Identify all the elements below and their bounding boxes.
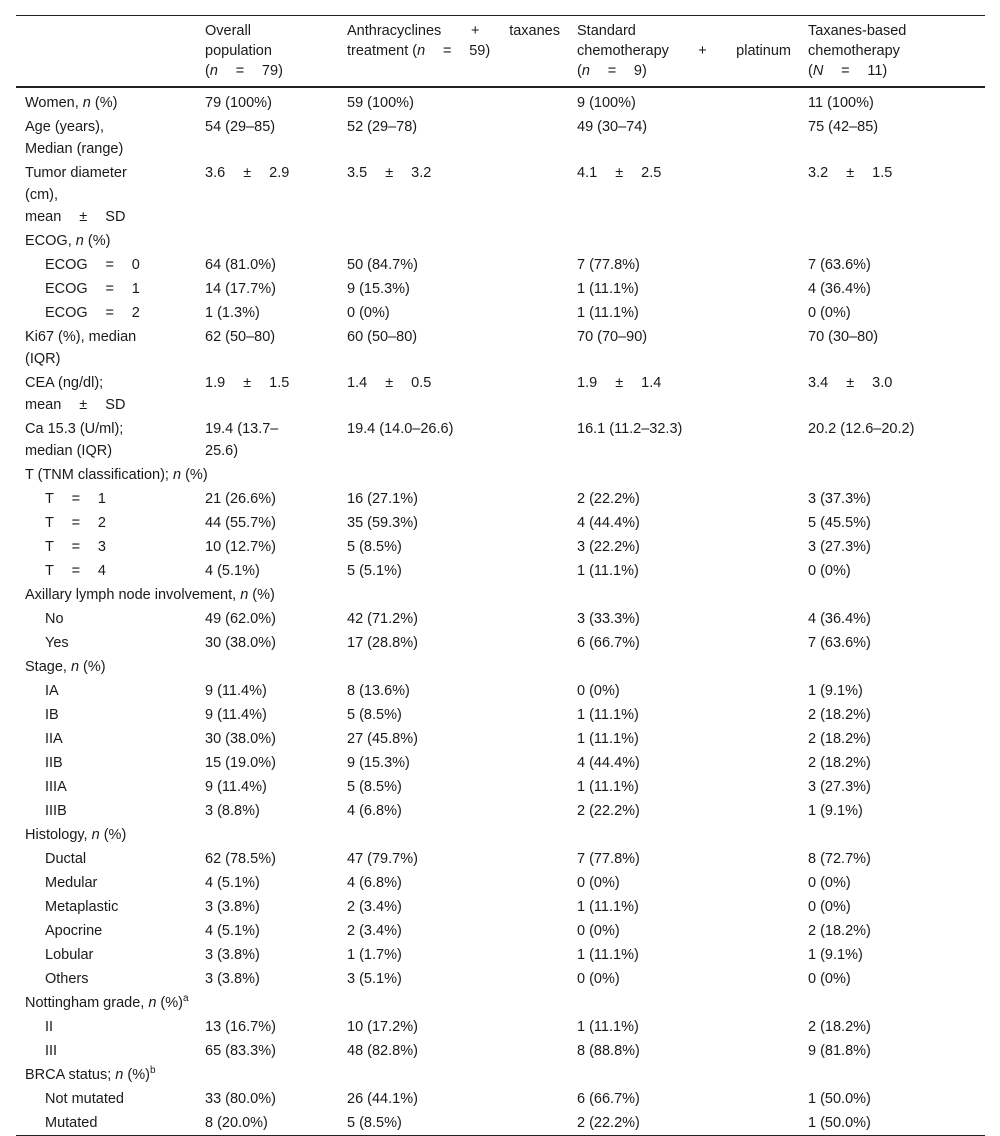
table-row-ca153 [16,417,985,463]
section-label: Nottingham grade, n (%)$^a$ [25,993,189,1011]
table-cell: 1 (11.1%) [577,947,639,963]
table-cell: 35 (59.3%) [347,515,418,531]
table-cell: 2 (18.2%) [808,923,871,939]
table-cell: T = 3 [45,539,106,555]
table-container [16,15,985,1136]
table-cell: 1 (11.1%) [577,731,639,747]
table-cell: 4 (36.4%) [808,281,871,297]
table-cell: T = 1 [45,491,106,507]
table-row [16,1087,985,1111]
table-cell: 4 (6.8%) [347,803,402,819]
table-cell: Not mutated [45,1091,124,1107]
table-row-cea [16,371,985,417]
table-cell: 30 (38.0%) [205,731,276,747]
table-cell: 1 (11.1%) [577,899,639,915]
table-cell: 5 (5.1%) [347,563,402,579]
table-cell: 0 (0%) [577,683,620,699]
table-cell: IB [45,707,59,723]
table-row [16,535,985,559]
table-cell: No [45,611,64,627]
table-cell: 7 (63.6%) [808,635,871,651]
table-cell: 3 (5.1%) [347,971,402,987]
table-cell: 1 (1.7%) [347,947,402,963]
table-cell: 16.1 (11.2–32.3) [577,421,683,437]
row-label: Ca 15.3 (U/ml); median (IQR) [25,421,124,459]
table-cell: III [45,1043,58,1059]
table-cell: 19.4 (14.0–26.6) [347,421,454,437]
table-row [16,253,985,277]
row-label: CEA (ng/dl); mean ± SD [25,375,126,413]
table-cell: 3 (3.8%) [205,947,260,963]
table-cell: 4 (5.1%) [205,923,260,939]
table-cell: Mutated [45,1115,98,1131]
table-cell: 62 (78.5%) [205,851,276,867]
table-row [16,607,985,631]
table-cell: 2 (3.4%) [347,923,402,939]
table-cell: 0 (0%) [577,875,620,891]
table-cell: 9 (15.3%) [347,755,410,771]
table-cell: 3 (37.3%) [808,491,871,507]
table-row [16,799,985,823]
table-cell: 64 (81.0%) [205,257,276,273]
table-cell: 65 (83.3%) [205,1043,276,1059]
table-cell: 1 (11.1%) [577,305,639,321]
table-cell: 1.4 ± 0.5 [347,375,432,391]
table-cell: 1 (50.0%) [808,1091,871,1107]
table-cell: 44 (55.7%) [205,515,276,531]
table-row [16,511,985,535]
table-cell: 6 (66.7%) [577,635,640,651]
table-cell: 20.2 (12.6–20.2) [808,421,915,437]
table-row-axillary-heading [16,583,985,607]
table-cell: 19.4 (13.7– 25.6) [205,421,279,459]
table-cell: 9 (11.4%) [205,683,267,699]
table-row [16,847,985,871]
table-cell: 5 (8.5%) [347,539,402,555]
table-row [16,943,985,967]
table-cell: 3 (27.3%) [808,779,871,795]
table-cell: 10 (17.2%) [347,1019,418,1035]
table-cell: 8 (13.6%) [347,683,410,699]
table-cell: 14 (17.7%) [205,281,276,297]
table-cell: 0 (0%) [808,899,851,915]
table-cell: 0 (0%) [808,563,851,579]
table-cell: 1 (11.1%) [577,707,639,723]
table-cell: 3 (27.3%) [808,539,871,555]
table-row [16,703,985,727]
header-anthracyclines: Anthracyclines + taxanes treatment (n = 59) [347,23,560,59]
table-cell: 1 (50.0%) [808,1115,871,1131]
table-cell: 1 (11.1%) [577,1019,639,1035]
table-cell: IIB [45,755,63,771]
table-row-tumor-diameter: Tumor diameter (cm), mean ± SD 3.6 ± 2.9 3.5 ± 3.2 4.1 ± 2.5 3.2 ± 1.5 [25,165,893,225]
table-row-nottingham-heading [16,991,985,1015]
table-cell: 47 (79.7%) [347,851,418,867]
row-label: Ki67 (%), median (IQR) [25,329,137,367]
table-cell: 2 (22.2%) [577,803,640,819]
table-cell: Apocrine [45,923,103,939]
table-cell: 3 (33.3%) [577,611,640,627]
table-row [16,871,985,895]
table-row [16,1039,985,1063]
table-cell: 8 (20.0%) [205,1115,268,1131]
section-label: T (TNM classification); n (%) [25,467,208,483]
section-label: Stage, n (%) [25,659,106,675]
table-cell: 3 (3.8%) [205,899,260,915]
table-row-age: Age (years), Median (range) 54 (29–85) 52 (29–78) 49 (30–74) 75 (42–85) [25,119,879,157]
table-row [16,301,985,325]
table-cell: 70 (70–90) [577,329,648,345]
table-cell: 0 (0%) [347,305,390,321]
table-cell: Medular [45,875,98,891]
table-cell: 1 (1.3%) [205,305,260,321]
section-label: Histology, n (%) [25,827,127,843]
table-cell: IIIA [45,779,67,795]
table-cell: 4 (44.4%) [577,755,640,771]
table-row [16,895,985,919]
table-cell: T = 4 [45,563,106,579]
table-cell: 1 (11.1%) [577,779,639,795]
table-cell: 0 (0%) [808,971,851,987]
table-row [16,727,985,751]
table-cell: 49 (62.0%) [205,611,276,627]
table-row [16,775,985,799]
table-cell: 7 (77.8%) [577,851,640,867]
table-cell: 2 (22.2%) [577,491,640,507]
table-cell: 33 (80.0%) [205,1091,276,1107]
header-empty [16,16,196,88]
table-cell: 1 (9.1%) [808,683,863,699]
table-cell: 4 (6.8%) [347,875,402,891]
table-row-ecog-heading: ECOG, n (%) [25,233,111,249]
table-cell: 4 (5.1%) [205,563,260,579]
table-cell: II [45,1019,54,1035]
table-cell: 0 (0%) [808,305,851,321]
table-row [16,277,985,301]
table-cell: IIIB [45,803,67,819]
table-row [16,631,985,655]
table-cell: T = 2 [45,515,106,531]
table-cell: 9 (11.4%) [205,779,267,795]
table-row [16,751,985,775]
table-cell: 3 (3.8%) [205,971,260,987]
table-cell: 2 (3.4%) [347,899,402,915]
table-row-stage-heading [16,655,985,679]
table-cell: 26 (44.1%) [347,1091,418,1107]
table-row-t-heading [16,463,985,487]
table-cell: 9 (15.3%) [347,281,410,297]
table-cell: 10 (12.7%) [205,539,276,555]
table-cell: ECOG = 0 [45,257,140,273]
table-cell: 1 (9.1%) [808,947,863,963]
table-cell: 13 (16.7%) [205,1019,276,1035]
table-cell: 4 (36.4%) [808,611,871,627]
table-cell: 6 (66.7%) [577,1091,640,1107]
table-row [16,1015,985,1039]
section-label: BRCA status; n (%)$^b$ [25,1065,156,1083]
table-cell: 8 (72.7%) [808,851,871,867]
table-cell: 1.9 ± 1.4 [577,375,662,391]
table-cell: 48 (82.8%) [347,1043,418,1059]
table-cell: 2 (18.2%) [808,755,871,771]
table-cell: 0 (0%) [577,971,620,987]
table-cell: IIA [45,731,63,747]
table-cell: 5 (45.5%) [808,515,871,531]
table-row [16,919,985,943]
header-standard: Standard chemotherapy + platinum (n = 9) [577,23,791,79]
table-cell: 1 (9.1%) [808,803,863,819]
header-overall: Overall population (n = 79) [205,23,283,79]
table-cell: 16 (27.1%) [347,491,418,507]
table-cell: 1 (11.1%) [577,563,639,579]
table-cell: 7 (77.8%) [577,257,640,273]
table-row-brca-heading [16,1063,985,1087]
table-cell: ECOG = 2 [45,305,140,321]
table-cell: 2 (18.2%) [808,707,871,723]
table-cell: 0 (0%) [808,875,851,891]
table-cell: Metaplastic [45,899,119,915]
table-row [16,679,985,703]
table-cell: Yes [45,635,69,651]
table-cell: ECOG = 1 [45,281,140,297]
table-cell: 2 (18.2%) [808,731,871,747]
table-cell: 30 (38.0%) [205,635,276,651]
table-cell: 50 (84.7%) [347,257,418,273]
table-cell: 15 (19.0%) [205,755,276,771]
table-row-ki67 [16,325,985,371]
table-header-row [16,16,985,88]
table-cell: 27 (45.8%) [347,731,418,747]
table-row [16,487,985,511]
table-cell: 4 (44.4%) [577,515,640,531]
table-cell: IA [45,683,59,699]
table-cell: 5 (8.5%) [347,1115,402,1131]
table-cell: 4 (5.1%) [205,875,260,891]
table-cell: Others [45,971,89,987]
table-cell: 3 (8.8%) [205,803,260,819]
patient-characteristics-table [16,15,985,1136]
table-cell: 1.9 ± 1.5 [205,375,290,391]
table-row-women: Women, n (%) 79 (100%) 59 (100%) 9 (100%) 11 (100%) [25,95,874,111]
header-taxanes: Taxanes-based chemotherapy (N = 11) [808,23,907,79]
table-cell: 7 (63.6%) [808,257,871,273]
table-row [16,1111,985,1136]
table-row [16,559,985,583]
table-cell: 9 (81.8%) [808,1043,871,1059]
table-cell: 9 (11.4%) [205,707,267,723]
table-cell: Lobular [45,947,94,963]
table-cell: 21 (26.6%) [205,491,276,507]
table-cell: 3 (22.2%) [577,539,640,555]
table-cell: 1 (11.1%) [577,281,639,297]
table-cell: 5 (8.5%) [347,779,402,795]
section-label: Axillary lymph node involvement, n (%) [25,587,275,603]
table-cell: Ductal [45,851,87,867]
table-cell: 2 (18.2%) [808,1019,871,1035]
table-cell: 42 (71.2%) [347,611,418,627]
table-cell: 0 (0%) [577,923,620,939]
table-cell: 62 (50–80) [205,329,276,345]
table-row [16,967,985,991]
table-cell: 3.4 ± 3.0 [808,375,893,391]
table-cell: 2 (22.2%) [577,1115,640,1131]
table-cell: 70 (30–80) [808,329,879,345]
table-cell: 8 (88.8%) [577,1043,640,1059]
table-row-histology-heading [16,823,985,847]
table-cell: 17 (28.8%) [347,635,418,651]
table-cell: 60 (50–80) [347,329,418,345]
table-cell: 5 (8.5%) [347,707,402,723]
